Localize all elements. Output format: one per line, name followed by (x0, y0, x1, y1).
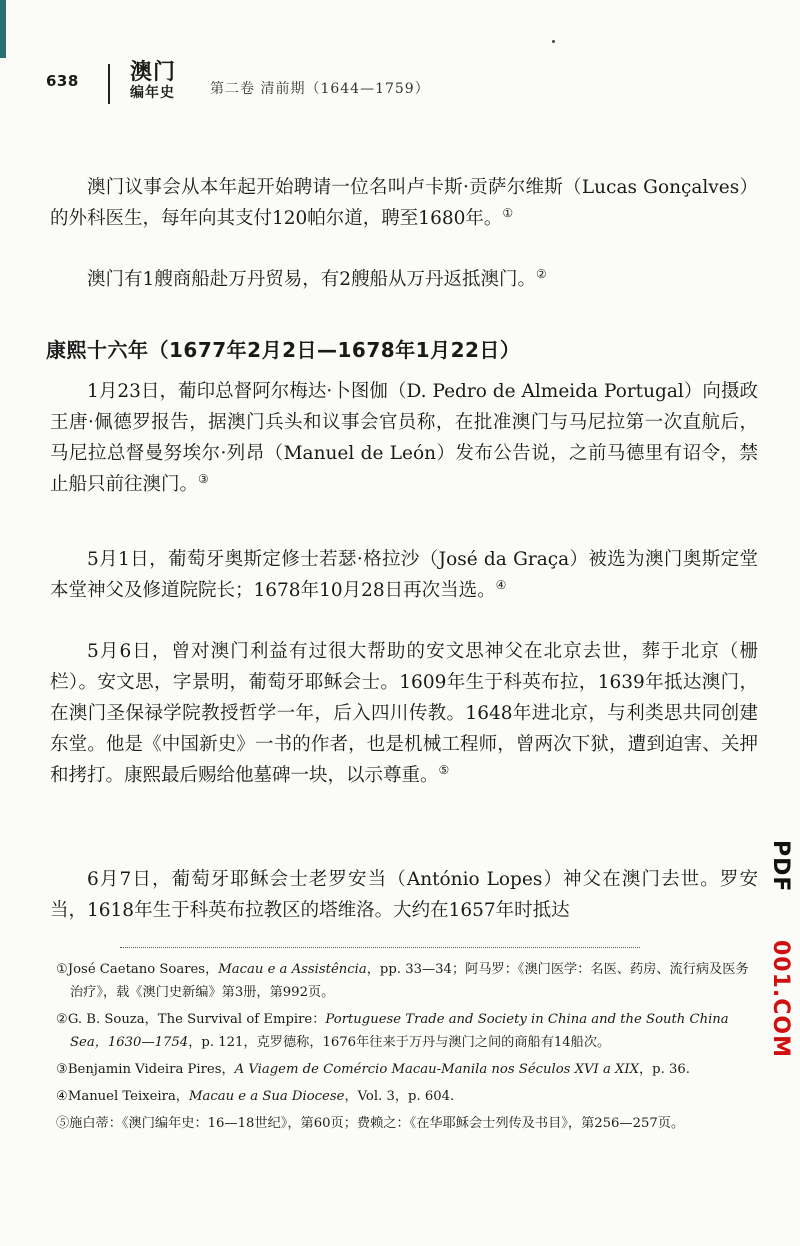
section-heading: 康熙十六年（1677年2月2日—1678年1月22日） (46, 338, 521, 362)
footnote-4: ④Manuel Teixeira，Macau e a Sua Diocese，Vol. 3，p. 604. (56, 1089, 455, 1104)
running-head: 第二卷 清前期（1644—1759） (210, 81, 430, 97)
paragraph-2-text: 澳门有1艘商船赴万丹贸易，有2艘船从万丹返抵澳门。 (87, 269, 537, 290)
paragraph-6 (50, 864, 758, 926)
logo-line-2: 编年史 (130, 85, 175, 101)
paragraph-5 (50, 636, 758, 791)
paragraph-6-text: 6月7日，葡萄牙耶稣会士老罗安当（António Lopes）神父在澳门去世。罗安当，1618年生于科英布拉教区的塔维洛。大约在1657年时抵达 (50, 869, 758, 921)
paragraph-3 (50, 376, 758, 500)
paragraph-3-text: 1月23日，葡印总督阿尔梅达·卜图伽（D. Pedro de Almeida Portugal）向摄政王唐·佩德罗报告，据澳门兵头和议事会官员称，在批准澳门与马尼拉第一次直航后，马尼拉总督曼努埃尔·列昂（Manuel de León）发布公告说，之前马德里有诏令，禁止船只前往澳门。 (50, 381, 758, 495)
footnote-divider (120, 947, 640, 948)
speck (552, 40, 555, 43)
footnote-2: ②G. B. Souza，The Survival of Empire：Portuguese Trade and Society in China and the South China Sea，1630—1754，p. 121，克罗德称，1676年往来于万丹与澳门之间的商船有14船次。 (56, 1012, 729, 1050)
logo-line-1: 澳门 (130, 60, 177, 85)
footnote-5: ⑤施白蒂：《澳门编年史：16—18世纪》，第60页；费赖之：《在华耶稣会士列传及书目》，第256—257页。 (56, 1116, 685, 1131)
page-edge-mark (0, 0, 6, 58)
paragraph-5-text: 5月6日，曾对澳门利益有过很大帮助的安文思神父在北京去世，葬于北京（栅栏）。安文思，字景明，葡萄牙耶稣会士。1609年生于科英布拉，1639年抵达澳门，在澳门圣保禄学院教授哲学一年，后入四川传教。1648年进北京，与利类思共同创建东堂。他是《中国新史》一书的作者，也是机械工程师，曾两次下狱，遭到迫害、关押和拷打。康熙最后赐给他墓碑一块，以示尊重。 (50, 641, 758, 786)
footnote-ref-1: ① (502, 205, 514, 220)
footnote-3: ③Benjamin Videira Pires，A Viagem de Comércio Macau-Manila nos Séculos XVI a XIX，p. 36. (56, 1062, 690, 1077)
paragraph-2 (50, 264, 758, 295)
header-divider (108, 64, 110, 104)
watermark (768, 790, 796, 1070)
footnote-1: ①José Caetano Soares，Macau e a Assistência，pp. 33—34；阿马罗：《澳门医学：名医、药房、流行病及医务治疗》，载《澳门史新编》第3册，第992页。 (56, 962, 749, 1000)
book-logo (130, 62, 176, 100)
paragraph-1 (50, 172, 758, 234)
paragraph-1-text: 澳门议事会从本年起开始聘请一位名叫卢卡斯·贡萨尔维斯（Lucas Gonçalves）的外科医生，每年向其支付120帕尔道，聘至1680年。 (50, 177, 758, 229)
page-header (40, 62, 760, 112)
paragraph-4-text: 5月1日，葡萄牙奥斯定修士若瑟·格拉沙（José da Graça）被选为澳门奥斯定堂本堂神父及修道院院长；1678年10月28日再次当选。 (50, 549, 758, 601)
footnotes (56, 958, 756, 1139)
footnote-ref-2: ② (536, 266, 547, 281)
footnote-ref-5: ⑤ (438, 762, 450, 777)
paragraph-4 (50, 544, 758, 606)
page-number: 638 (46, 72, 79, 90)
watermark-text-red: 001.COM (768, 940, 793, 1059)
watermark-text-black: PDF (768, 840, 793, 893)
footnote-ref-4: ④ (495, 577, 507, 592)
footnote-ref-3: ③ (198, 471, 209, 486)
